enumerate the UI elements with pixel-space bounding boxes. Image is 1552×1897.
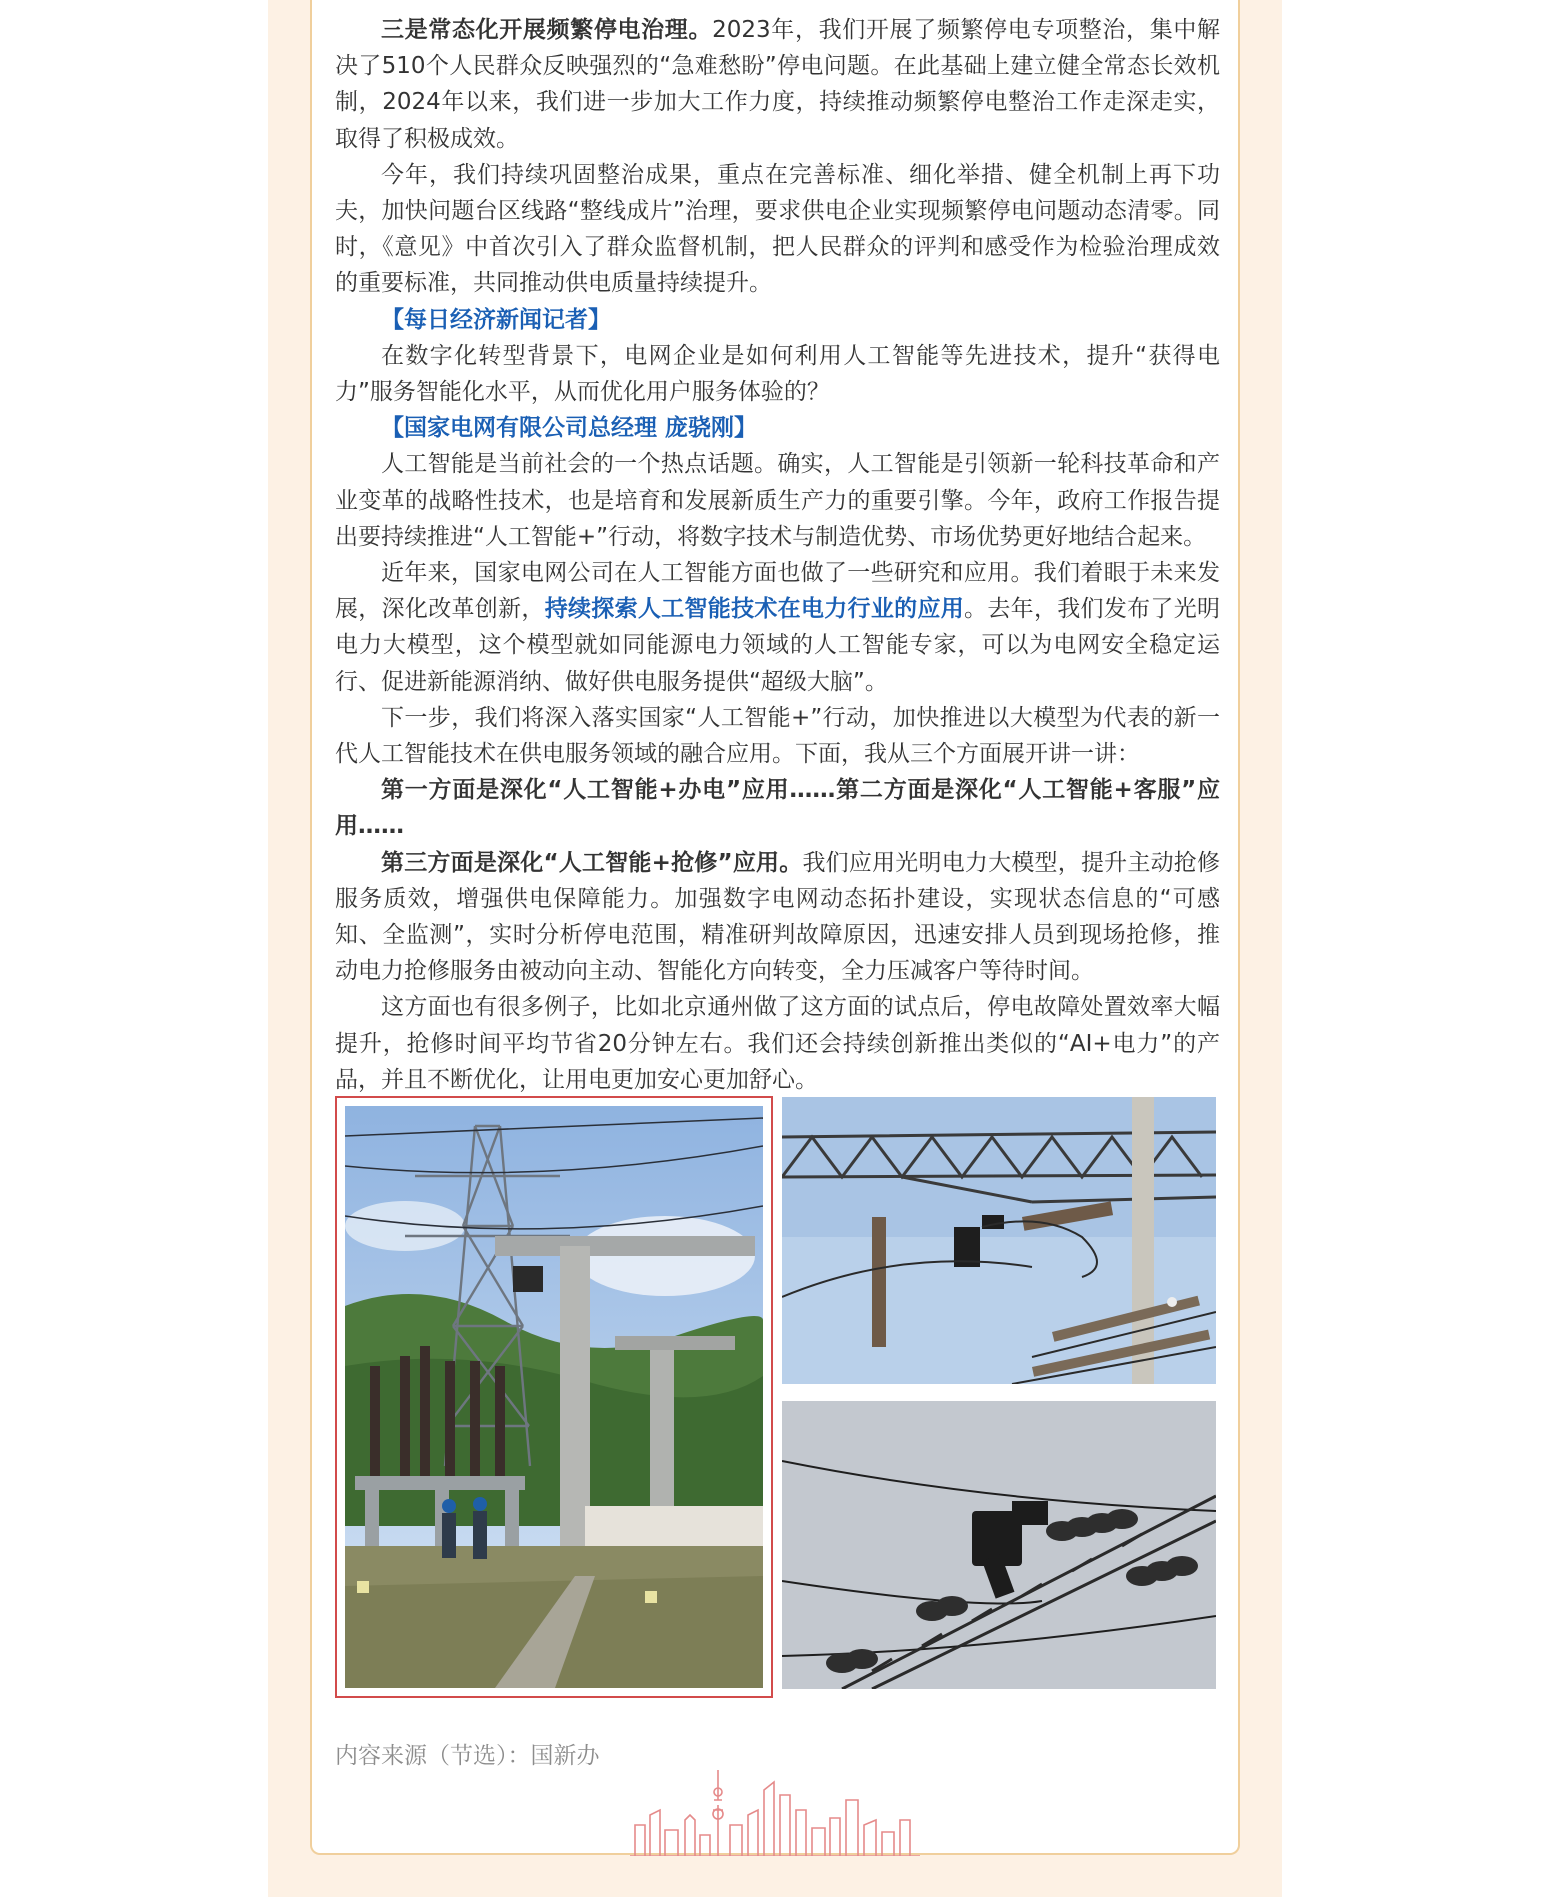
- article-body: [335, 12, 1220, 1098]
- speaker-general-manager: 【国家电网有限公司总经理 庞骁刚】: [381, 415, 758, 442]
- paragraph-1-text: 2023年，我们开展了频繁停电专项整治，集中解决了510个人民群众反映强烈的“急难愁盼”停电问题。在此基础上建立健全常态长效机制，2024年以来，我们进一步加大工作力度，持续推动频繁停电整治工作走深走实，取得了积极成效。: [335, 17, 1220, 152]
- paragraph-3: 人工智能是当前社会的一个热点话题。确实，人工智能是引领新一轮科技革命和产业变革的战略性技术，也是培育和发展新质生产力的重要引擎。今年，政府工作报告提出要持续推进“人工智能+”行动，将数字技术与制造优势、市场优势更好地结合起来。: [335, 451, 1220, 550]
- paragraph-1: [335, 12, 1220, 157]
- truss-robot-image: [782, 1097, 1216, 1384]
- line-robot-photo: [782, 1401, 1216, 1689]
- substation-image: [345, 1106, 763, 1688]
- substation-photo: [335, 1096, 773, 1698]
- paragraph-4-part-b: 。去年，我们发布了光明电力大模型，这个模型就如同能源电力领域的人工智能专家，可以为电网安全稳定运行、促进新能源消纳、做好供电服务提供“超级大脑”。: [335, 596, 1221, 695]
- paragraph-5: 下一步，我们将深入落实国家“人工智能+”行动，加快推进以大模型为代表的新一代人工智能技术在供电服务领域的融合应用。下面，我从三个方面展开讲一讲：: [335, 704, 1220, 768]
- paragraph-4-part-a: 近年来，国家电网公司在人工智能方面也做了一些研究和应用。我们着眼于未来发展，深化改革创新，: [335, 560, 1220, 623]
- content-source: 内容来源（节选）：国新办: [335, 1743, 600, 1769]
- paragraph-4-highlight: 持续探索人工智能技术在电力行业的应用: [544, 596, 965, 623]
- paragraph-6: 第一方面是深化“人工智能+办电”应用……第二方面是深化“人工智能+客服”应用……: [335, 777, 1220, 840]
- paragraph-7: [335, 845, 1220, 990]
- truss-robot-photo: [782, 1097, 1216, 1384]
- line-robot-image: [782, 1401, 1216, 1689]
- paragraph-7-lead: 第三方面是深化“人工智能+抢修”应用。: [381, 849, 803, 876]
- speaker-reporter: 【每日经济新闻记者】: [381, 306, 611, 333]
- paragraph-1-lead: 三是常态化开展频繁停电治理。: [381, 17, 713, 43]
- paragraph-2: 今年，我们持续巩固整治成果，重点在完善标准、细化举措、健全机制上再下功夫，加快问题台区线路“整线成片”治理，要求供电企业实现频繁停电问题动态清零。同时，《意见》中首次引入了群众监督机制，把人民群众的评判和感受作为检验治理成效的重要标准，共同推动供电质量持续提升。: [335, 161, 1220, 297]
- paragraph-8: 这方面也有很多例子，比如北京通州做了这方面的试点后，停电故障处置效率大幅提升，抢修时间平均节省20分钟左右。我们还会持续创新推出类似的“AI+电力”的产品，并且不断优化，让用电更加安心更加舒心。: [335, 994, 1220, 1093]
- paragraph-4: [335, 555, 1220, 700]
- reporter-question: 在数字化转型背景下，电网企业是如何利用人工智能等先进技术，提升“获得电力”服务智能化水平，从而优化用户服务体验的？: [335, 342, 1220, 406]
- city-skyline-icon: [630, 1770, 920, 1856]
- paragraph-7-text: 我们应用光明电力大模型，提升主动抢修服务质效，增强供电保障能力。加强数字电网动态拓扑建设，实现状态信息的“可感知、全监测”，实时分析停电范围，精准研判故障原因，迅速安排人员到现场抢修，推动电力抢修服务由被动向主动、智能化方向转变，全力压减客户等待时间。: [335, 849, 1221, 985]
